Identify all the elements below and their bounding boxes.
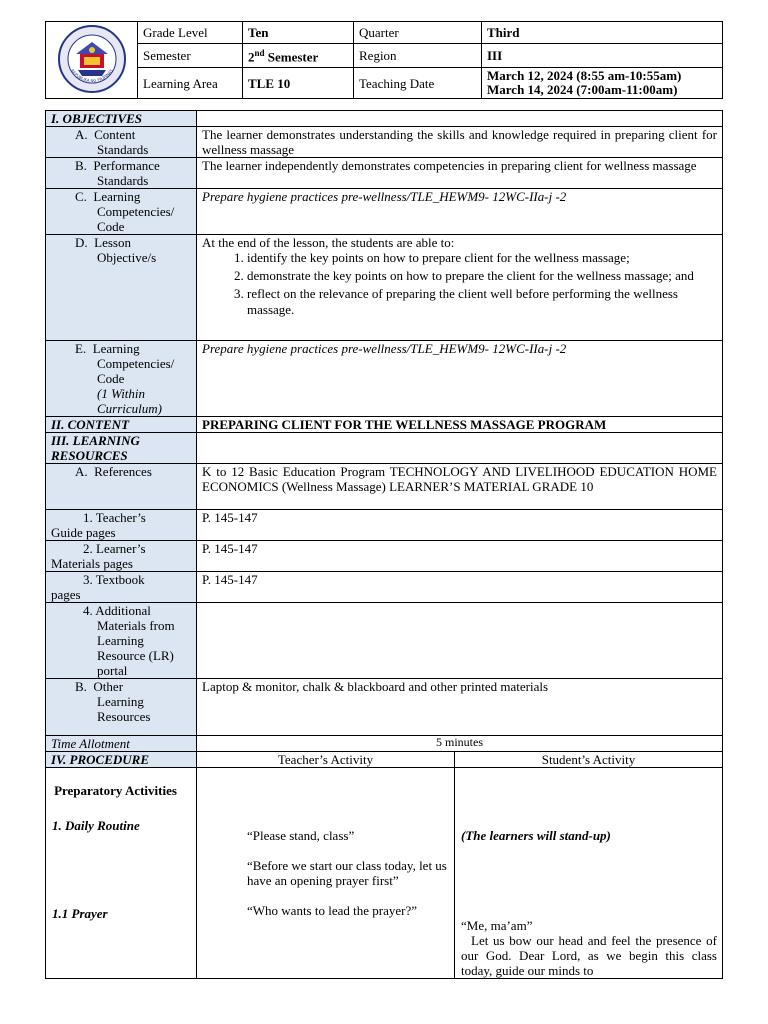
content-standards-value: The learner demonstrates understanding the skills and knowledge required in preparing client for wellness massage: [197, 127, 723, 158]
teaching-date-2: March 14, 2024 (7:00am-11:00am): [487, 82, 678, 97]
student-standup: (The learners will stand-up): [461, 828, 611, 843]
content-standards-label: A. Content Standards: [46, 127, 197, 158]
teaching-date-1: March 12, 2024 (8:55 am-10:55am): [487, 68, 682, 83]
additional-materials-label: 4. Additional Materials from Learning Resource (LR) portal: [46, 603, 197, 679]
region-value: III: [482, 44, 723, 68]
grade-level-value: Ten: [243, 22, 354, 44]
content-value: PREPARING CLIENT FOR THE WELLNESS MASSAGE PROGRAM: [197, 417, 723, 433]
quarter-value: Third: [482, 22, 723, 44]
procedure-heading: IV. PROCEDURE: [46, 752, 197, 768]
competencies-e-note: (1 Within Curriculum): [97, 386, 162, 416]
learning-resources-heading: III. LEARNING RESOURCES: [46, 433, 197, 464]
lesson-objective-item: 3. reflect on the relevance of preparing the client well before performing the wellness massage.: [247, 286, 717, 318]
teacher-line: “Before we start our class today, let us have an opening prayer first”: [247, 858, 447, 888]
lesson-objective-item: 2. demonstrate the key points on how to prepare the client for the wellness massage; and: [247, 268, 717, 284]
semester-value: 2nd Semester: [243, 44, 354, 68]
daily-routine-step: 1. Daily Routine: [52, 818, 140, 833]
teacher-line: “Who wants to lead the prayer?”: [247, 903, 418, 918]
time-allotment-label: Time Allotment: [46, 736, 197, 752]
learning-area-label: Learning Area: [138, 68, 243, 99]
learners-materials-value: P. 145-147: [197, 541, 723, 572]
lesson-objective-item: 1. identify the key points on how to prepare client for the wellness massage;: [247, 250, 717, 266]
student-me: “Me, ma’am”: [461, 918, 533, 933]
lesson-objectives-value: [197, 235, 723, 341]
textbook-label: 3. Textbook pages: [46, 572, 197, 603]
prayer-step: 1.1 Prayer: [52, 906, 108, 921]
student-activity-col: Student’s Activity: [455, 752, 723, 768]
learners-materials-label: 2. Learner’s Materials pages: [46, 541, 197, 572]
references-label: A. References: [46, 464, 197, 510]
performance-standards-label: B. Performance Standards: [46, 158, 197, 189]
student-prayer: Let us bow our head and feel the presence of our God. Dear Lord, as we begin this class today, guide our minds to: [461, 933, 717, 978]
grade-level-label: Grade Level: [138, 22, 243, 44]
competencies-label: C. Learning Competencies/ Code: [46, 189, 197, 235]
references-value: K to 12 Basic Education Program TECHNOLOGY AND LIVELIHOOD EDUCATION HOME ECONOMICS (Wellness Massage) LEARNER’S MATERIAL GRADE 10: [197, 464, 723, 510]
competencies-value: Prepare hygiene practices pre-wellness/TLE_HEWM9- 12WC-IIa-j -2: [197, 189, 723, 235]
svg-text:REPUBLIKA NG PILIPINAS: REPUBLIKA NG PILIPINAS: [69, 67, 114, 83]
teacher-line: “Please stand, class”: [247, 828, 355, 843]
other-resources-value: Laptop & monitor, chalk & blackboard and other printed materials: [197, 679, 723, 736]
deped-seal-logo: [54, 24, 130, 94]
teacher-activity-cell: [197, 768, 455, 979]
textbook-value: P. 145-147: [197, 572, 723, 603]
other-resources-label: B. Other Learning Resources: [46, 679, 197, 736]
teaching-date-label: Teaching Date: [354, 68, 482, 99]
header-table: [45, 21, 723, 99]
competencies-e-label: E. Learning Competencies/ Code (1 Within Curriculum): [46, 341, 197, 417]
learning-area-value: TLE 10: [243, 68, 354, 99]
teacher-activity-col: Teacher’s Activity: [197, 752, 455, 768]
teachers-guide-label: 1. Teacher’s Guide pages: [46, 510, 197, 541]
lesson-objectives-intro: At the end of the lesson, the students are able to:: [202, 235, 455, 250]
deped-seal-cell: [46, 22, 138, 99]
learning-resources-blank: [197, 433, 723, 464]
lesson-plan-table: [45, 110, 723, 979]
competencies-e-value: Prepare hygiene practices pre-wellness/TLE_HEWM9- 12WC-IIa-j -2: [197, 341, 723, 417]
objectives-heading-blank: [197, 111, 723, 127]
semester-label: Semester: [138, 44, 243, 68]
content-heading: II. CONTENT: [46, 417, 197, 433]
region-label: Region: [354, 44, 482, 68]
preparatory-activities: Preparatory Activities: [54, 783, 177, 798]
performance-standards-value: The learner independently demonstrates competencies in preparing client for wellness massage: [197, 158, 723, 189]
time-allotment-value: 5 minutes: [197, 736, 723, 752]
lesson-objectives-label: D. Lesson Objective/s: [46, 235, 197, 341]
quarter-label: Quarter: [354, 22, 482, 44]
teaching-date-value: [482, 68, 723, 99]
seal-text-top: [54, 24, 130, 26]
lesson-objectives-list: [202, 250, 717, 318]
additional-materials-value: [197, 603, 723, 679]
objectives-heading: I. OBJECTIVES: [46, 111, 197, 127]
teachers-guide-value: P. 145-147: [197, 510, 723, 541]
student-activity-cell: [455, 768, 723, 979]
procedure-steps: [46, 768, 197, 979]
